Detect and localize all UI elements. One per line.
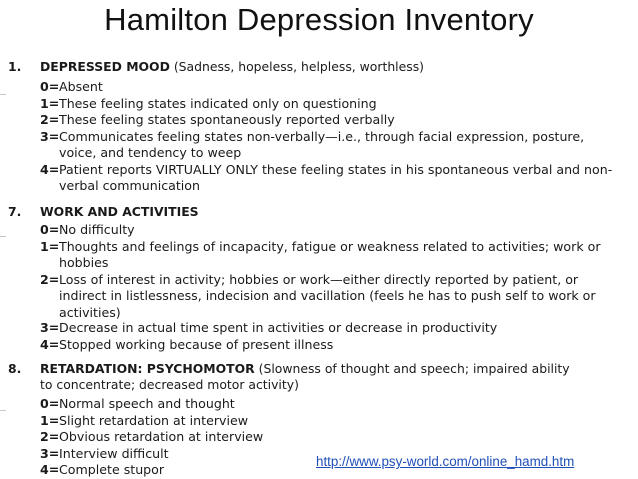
score-label: 3=	[40, 445, 60, 461]
score-text: Complete stupor	[59, 461, 165, 477]
score-label: 1=	[40, 412, 60, 428]
divider-mark	[0, 410, 6, 411]
score-text: No difficulty	[59, 222, 135, 237]
score-label: 2=	[40, 271, 60, 287]
score-item	[40, 162, 612, 195]
score-label: 1=	[40, 238, 60, 254]
score-item	[40, 413, 248, 430]
section-number: 7.	[8, 204, 22, 219]
score-label: 4=	[40, 461, 60, 477]
score-label: 4=	[40, 336, 60, 352]
score-item	[40, 446, 169, 463]
score-text: Absent	[59, 79, 103, 94]
score-text-continued: verbal communication	[59, 178, 200, 194]
score-item	[40, 112, 395, 129]
score-text: Thoughts and feelings of incapacity, fatigue or weakness related to activities; work or	[59, 238, 601, 254]
score-text: Interview difficult	[59, 445, 169, 461]
score-text-continued: hobbies	[59, 255, 109, 271]
score-label: 3=	[40, 320, 60, 335]
score-text: Slight retardation at interview	[59, 412, 249, 428]
score-item	[40, 272, 596, 322]
score-item	[40, 79, 103, 96]
score-text: Patient reports VIRTUALLY ONLY these feeling states in his spontaneous verbal and non-	[59, 161, 613, 177]
score-text: These feeling states indicated only on questioning	[59, 95, 377, 111]
score-text: Communicates feeling states non-verbally—i.e., through facial expression, posture,	[59, 128, 585, 144]
score-item	[40, 462, 164, 479]
page-title: Hamilton Depression Inventory	[104, 2, 534, 37]
score-label: 0=	[40, 79, 60, 94]
score-label: 2=	[40, 112, 60, 127]
score-item	[40, 320, 497, 337]
score-label: 2=	[40, 429, 60, 444]
score-item	[40, 96, 377, 113]
section-number: 8.	[8, 361, 22, 376]
score-text: Normal speech and thought	[59, 396, 235, 411]
score-text: Decrease in actual time spent in activities or decrease in productivity	[59, 320, 498, 335]
score-item	[40, 239, 601, 272]
section-description: (Slowness of thought and speech; impaired ability	[254, 361, 570, 376]
score-text-continued: indirect in listlessness, indecision and vacillation (feels he has to push self to work or	[59, 288, 596, 304]
score-label: 1=	[40, 95, 60, 111]
score-label: 0=	[40, 222, 60, 237]
score-item	[40, 337, 333, 354]
score-item	[40, 429, 263, 446]
score-text: Obvious retardation at interview	[59, 429, 264, 444]
score-text: These feeling states spontaneously reported verbally	[59, 112, 395, 127]
divider-mark	[0, 236, 6, 237]
score-label: 0=	[40, 396, 60, 411]
score-item	[40, 396, 235, 413]
section-title: WORK AND ACTIVITIES	[40, 204, 199, 219]
section-title: DEPRESSED MOOD	[40, 59, 170, 74]
section-title: RETARDATION: PSYCHOMOTOR	[40, 361, 255, 376]
score-text: Stopped working because of present illness	[59, 336, 334, 352]
score-text-continued: activities)	[59, 304, 121, 320]
score-label: 3=	[40, 128, 60, 144]
section-description-continued: to concentrate; decreased motor activity)	[40, 377, 299, 392]
source-link[interactable]: http://www.psy-world.com/online_hamd.htm	[316, 454, 575, 469]
score-item	[40, 222, 135, 239]
score-item	[40, 129, 584, 162]
section-number: 1.	[8, 59, 22, 74]
score-text: Loss of interest in activity; hobbies or work—either directly reported by patient, or	[59, 271, 579, 287]
score-label: 4=	[40, 161, 60, 177]
section-description: (Sadness, hopeless, helpless, worthless)	[169, 59, 424, 74]
divider-mark	[0, 94, 6, 95]
score-text-continued: voice, and tendency to weep	[59, 145, 242, 161]
